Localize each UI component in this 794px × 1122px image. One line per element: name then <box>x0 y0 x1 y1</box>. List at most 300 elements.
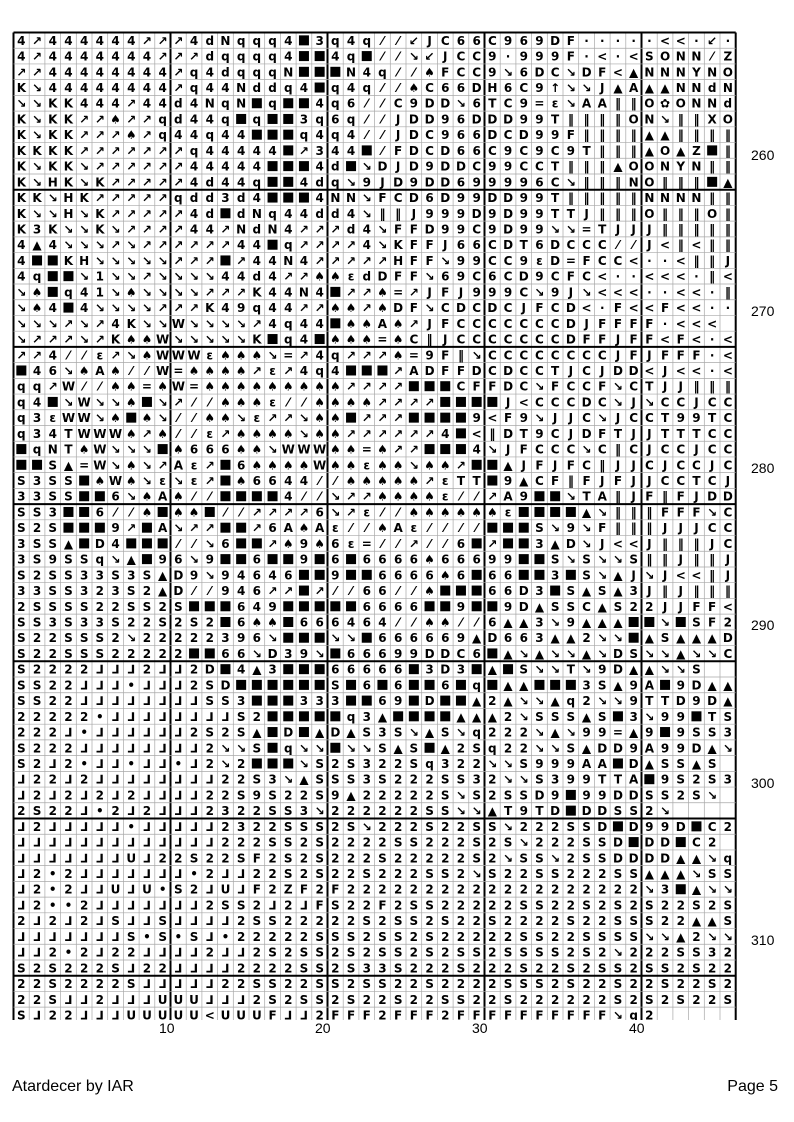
stitch-symbol: ↘ <box>157 253 168 268</box>
stitch-symbol: S <box>613 977 623 992</box>
stitch-symbol: T <box>551 112 560 127</box>
stitch-symbol: 9 <box>535 128 544 143</box>
stitch-symbol: J <box>505 442 511 457</box>
stitch-symbol: ♠ <box>345 395 357 410</box>
stitch-symbol: ↘ <box>503 65 514 80</box>
stitch-symbol: S <box>692 945 701 960</box>
stitch-symbol: 4 <box>315 285 324 300</box>
stitch-symbol: F <box>488 379 497 394</box>
stitch-symbol: 2 <box>284 898 293 913</box>
stitch-symbol: F <box>299 882 309 897</box>
stitch-symbol: ♠ <box>31 301 43 316</box>
stitch-symbol: 2 <box>676 788 685 803</box>
stitch-symbol: ↘ <box>173 285 184 300</box>
stitch-symbol: D <box>503 112 514 127</box>
stitch-symbol: 9 <box>519 206 528 221</box>
stitch-symbol: D <box>612 741 623 756</box>
stitch-symbol: ⅃ <box>221 914 230 929</box>
stitch-symbol: 4 <box>221 175 230 190</box>
stitch-symbol: 6 <box>393 599 403 614</box>
stitch-symbol: 2 <box>519 992 528 1007</box>
stitch-symbol: ↗ <box>16 65 27 80</box>
stitch-symbol: ‖ <box>614 442 621 457</box>
stitch-symbol: ↘ <box>534 411 545 426</box>
stitch-symbol: ♠ <box>141 489 153 504</box>
stitch-symbol: ⅃ <box>80 1008 88 1020</box>
stitch-symbol: 9 <box>331 568 340 583</box>
stitch-symbol: 2 <box>488 788 497 803</box>
stitch-symbol: ♠ <box>424 615 435 630</box>
stitch-symbol: F <box>331 882 340 897</box>
stitch-symbol: 2 <box>362 882 371 897</box>
stitch-symbol: C <box>425 81 434 96</box>
stitch-symbol: 4 <box>64 33 73 48</box>
stitch-symbol: ↗ <box>251 316 262 331</box>
stitch-symbol: D <box>487 301 498 316</box>
stitch-symbol: F <box>425 1008 434 1020</box>
stitch-symbol: W <box>313 442 327 457</box>
stitch-symbol: 4 <box>299 474 309 489</box>
stitch-symbol <box>566 570 576 580</box>
stitch-symbol: ↘ <box>534 694 545 709</box>
stitch-symbol: ↗ <box>32 348 43 363</box>
stitch-symbol: 6 <box>519 631 528 646</box>
stitch-symbol: D <box>503 363 514 378</box>
stitch-symbol: 2 <box>331 756 340 771</box>
stitch-symbol: 2 <box>299 788 309 803</box>
stitch-symbol: ↗ <box>346 253 357 268</box>
stitch-symbol: F <box>315 898 324 913</box>
stitch-symbol: 2 <box>284 788 293 803</box>
stitch-symbol: 2 <box>346 835 356 850</box>
stitch-symbol: J <box>615 332 621 347</box>
stitch-symbol: S <box>519 929 529 944</box>
stitch-symbol: S <box>17 1008 26 1020</box>
stitch-symbol: ↘ <box>204 568 215 583</box>
stitch-symbol: ▲ <box>581 741 592 756</box>
stitch-symbol: ↘ <box>157 411 168 426</box>
stitch-symbol: 4 <box>236 143 246 158</box>
stitch-symbol: ⅃ <box>205 992 214 1007</box>
stitch-symbol: A <box>581 756 592 771</box>
stitch-symbol: 9 <box>331 788 340 803</box>
stitch-symbol: 2 <box>48 772 57 787</box>
stitch-symbol: ↘ <box>455 96 466 111</box>
stitch-symbol: 9 <box>456 206 466 221</box>
stitch-symbol: S <box>48 992 58 1007</box>
stitch-symbol: 2 <box>645 804 654 819</box>
stitch-symbol: ↘ <box>32 112 43 127</box>
stitch-symbol: q <box>268 96 277 111</box>
stitch-symbol: ε <box>96 348 104 363</box>
stitch-symbol: J <box>678 521 683 536</box>
stitch-symbol: F <box>394 222 403 237</box>
stitch-symbol: C <box>535 442 544 457</box>
stitch-symbol: 6 <box>362 599 371 614</box>
stitch-symbol: 2 <box>441 945 450 960</box>
stitch-symbol <box>299 680 309 690</box>
stitch-symbol: 2 <box>64 662 73 677</box>
stitch-symbol: 3 <box>441 756 450 771</box>
stitch-symbol: 4 <box>252 159 262 174</box>
stitch-symbol: D <box>503 191 514 206</box>
stitch-symbol: 2 <box>315 1008 324 1020</box>
stitch-symbol: F <box>378 898 387 913</box>
stitch-symbol: ↗ <box>314 238 325 253</box>
stitch-symbol: 2 <box>393 772 403 787</box>
stitch-symbol: q <box>95 552 105 567</box>
stitch-symbol: = <box>408 348 419 363</box>
stitch-symbol: ‖ <box>599 175 606 190</box>
stitch-symbol: S <box>535 977 544 992</box>
stitch-symbol: ⁄ <box>444 536 447 551</box>
stitch-symbol: 6 <box>362 662 371 677</box>
stitch-symbol: J <box>631 222 636 237</box>
stitch-symbol <box>252 758 262 768</box>
stitch-symbol: ♠ <box>251 348 263 363</box>
stitch-symbol: 6 <box>378 568 387 583</box>
stitch-symbol: ♠ <box>220 348 231 363</box>
stitch-symbol: ⅃ <box>127 662 136 677</box>
stitch-symbol: T <box>551 363 560 378</box>
stitch-symbol: C <box>582 238 591 253</box>
stitch-symbol: ↗ <box>298 269 309 284</box>
stitch-symbol: 9 <box>441 112 450 127</box>
stitch-symbol: ‖ <box>724 285 731 300</box>
stitch-symbol: S <box>535 867 544 882</box>
stitch-symbol: 4 <box>111 81 120 96</box>
stitch-symbol: 2 <box>660 945 670 960</box>
stitch-symbol: S <box>346 772 356 787</box>
stitch-symbol: ↗ <box>377 348 388 363</box>
stitch-symbol <box>330 287 340 297</box>
stitch-symbol: K <box>48 128 58 143</box>
stitch-symbol: ‖ <box>630 191 637 206</box>
stitch-symbol: 6 <box>456 112 466 127</box>
stitch-symbol: ♠ <box>267 458 278 473</box>
stitch-symbol: D <box>581 395 592 410</box>
stitch-symbol: ↗ <box>204 285 215 300</box>
stitch-symbol: A <box>597 489 607 504</box>
stitch-symbol: ↗ <box>346 285 357 300</box>
stitch-symbol: 4 <box>252 238 262 253</box>
stitch-symbol: 9 <box>550 49 560 64</box>
stitch-symbol: ⅃ <box>158 898 167 913</box>
stitch-symbol <box>95 491 105 501</box>
stitch-symbol: 2 <box>64 867 73 882</box>
stitch-symbol: ε <box>49 411 57 426</box>
stitch-symbol: ↘ <box>471 348 482 363</box>
stitch-symbol: ↘ <box>110 442 121 457</box>
stitch-symbol: ▲ <box>676 851 686 866</box>
stitch-symbol: ↗ <box>94 128 105 143</box>
stitch-symbol: F <box>676 348 685 363</box>
stitch-symbol: ↘ <box>32 316 43 331</box>
stitch-symbol: ↙ <box>707 33 718 48</box>
stitch-symbol: q <box>252 301 262 316</box>
stitch-symbol: 6 <box>236 458 246 473</box>
stitch-symbol: ↗ <box>487 536 498 551</box>
stitch-symbol: 2 <box>17 992 26 1007</box>
stitch-symbol <box>409 711 419 721</box>
stitch-symbol: ↗ <box>393 442 404 457</box>
stitch-symbol: S <box>32 694 42 709</box>
stitch-symbol: 2 <box>535 914 544 929</box>
stitch-symbol: ⁄ <box>397 65 400 80</box>
stitch-symbol <box>534 680 544 690</box>
stitch-symbol: < <box>644 363 655 378</box>
stitch-symbol: 2 <box>598 945 607 960</box>
stitch-symbol: S <box>32 505 42 520</box>
stitch-symbol: ‖ <box>662 552 669 567</box>
stitch-symbol: ↗ <box>126 143 137 158</box>
stitch-symbol: q <box>221 49 230 64</box>
stitch-symbol: 2 <box>488 835 497 850</box>
stitch-symbol <box>487 460 497 470</box>
stitch-symbol: 2 <box>346 898 356 913</box>
stitch-symbol: ♠ <box>125 379 137 394</box>
stitch-symbol: T <box>472 474 481 489</box>
stitch-symbol <box>566 507 576 517</box>
stitch-symbol: ↗ <box>393 395 404 410</box>
stitch-symbol: S <box>346 929 356 944</box>
stitch-symbol: C <box>503 96 513 111</box>
stitch-symbol: ♠ <box>141 332 153 347</box>
stitch-symbol <box>205 507 215 517</box>
stitch-symbol: ‖ <box>614 128 621 143</box>
stitch-symbol: 2 <box>205 898 214 913</box>
stitch-symbol: 9 <box>535 222 544 237</box>
stitch-symbol: ⁄ <box>412 65 415 80</box>
stitch-symbol <box>252 491 262 501</box>
stitch-symbol: ↗ <box>424 474 435 489</box>
stitch-symbol: 9 <box>535 269 544 284</box>
stitch-symbol: ⁄ <box>365 112 368 127</box>
stitch-symbol: D <box>550 238 561 253</box>
stitch-symbol: D <box>628 851 639 866</box>
stitch-symbol: q <box>252 175 262 190</box>
stitch-symbol: 2 <box>488 992 497 1007</box>
stitch-symbol: ♠ <box>188 505 200 520</box>
stitch-symbol: ↗ <box>173 65 184 80</box>
stitch-symbol: ↘ <box>550 662 561 677</box>
stitch-symbol: 2 <box>645 599 654 614</box>
stitch-symbol: C <box>676 442 686 457</box>
stitch-symbol: C <box>503 348 513 363</box>
stitch-symbol: ↗ <box>393 363 404 378</box>
stitch-symbol: 4 <box>221 159 230 174</box>
stitch-symbol: ⅃ <box>174 772 183 787</box>
stitch-symbol: K <box>252 285 262 300</box>
stitch-symbol: F <box>582 474 591 489</box>
stitch-symbol: D <box>330 725 341 740</box>
stitch-symbol <box>472 570 482 580</box>
stitch-symbol: F <box>566 49 575 64</box>
stitch-symbol <box>126 413 136 423</box>
stitch-symbol: S <box>252 741 262 756</box>
stitch-symbol: J <box>568 426 574 441</box>
stitch-symbol: 4 <box>189 112 199 127</box>
stitch-symbol: ↗ <box>94 159 105 174</box>
stitch-symbol: ⅃ <box>174 819 183 834</box>
stitch-symbol: ↘ <box>581 442 592 457</box>
stitch-symbol: D <box>691 678 702 693</box>
stitch-symbol: ▲ <box>581 505 592 520</box>
stitch-symbol <box>220 554 230 564</box>
stitch-symbol: ⅃ <box>174 788 183 803</box>
stitch-symbol: S <box>378 945 387 960</box>
stitch-symbol: U <box>236 1008 247 1020</box>
stitch-symbol: 4 <box>299 81 309 96</box>
stitch-symbol: ↗ <box>267 536 278 551</box>
stitch-symbol: S <box>48 458 58 473</box>
stitch-symbol: F <box>645 489 654 504</box>
stitch-symbol <box>79 538 89 548</box>
stitch-symbol: ⁄ <box>381 33 384 48</box>
stitch-symbol: 2 <box>48 646 57 661</box>
stitch-symbol: ↘ <box>189 552 200 567</box>
stitch-symbol <box>220 491 230 501</box>
stitch-symbol: 9 <box>535 33 544 48</box>
stitch-symbol: 4 <box>95 65 105 80</box>
stitch-symbol: ↘ <box>110 552 121 567</box>
stitch-symbol: ‖ <box>662 536 669 551</box>
stitch-symbol: 6 <box>456 81 466 96</box>
stitch-symbol: 2 <box>393 819 403 834</box>
stitch-symbol: S <box>519 977 529 992</box>
stitch-symbol: ↗ <box>487 489 498 504</box>
stitch-symbol: ↗ <box>220 222 231 237</box>
stitch-symbol: ↘ <box>361 819 372 834</box>
stitch-symbol: 9 <box>519 191 528 206</box>
stitch-symbol: 2 <box>331 804 340 819</box>
stitch-symbol: 3 <box>582 678 591 693</box>
stitch-symbol: F <box>409 253 418 268</box>
stitch-symbol: ⁄ <box>365 96 368 111</box>
stitch-symbol: 2 <box>393 804 403 819</box>
stitch-symbol: S <box>503 788 513 803</box>
stitch-symbol: ↗ <box>141 191 152 206</box>
stitch-symbol: F <box>566 1008 575 1020</box>
stitch-symbol: S <box>582 929 591 944</box>
stitch-symbol: S <box>252 977 262 992</box>
stitch-symbol: F <box>676 505 685 520</box>
stitch-symbol: S <box>17 646 26 661</box>
stitch-symbol: S <box>550 945 560 960</box>
stitch-symbol: 6 <box>535 175 544 190</box>
stitch-symbol: < <box>204 1008 215 1020</box>
stitch-symbol: T <box>566 662 575 677</box>
stitch-symbol: W <box>61 411 76 426</box>
stitch-symbol: N <box>691 81 702 96</box>
stitch-symbol: 2 <box>456 741 466 756</box>
stitch-symbol: ↘ <box>534 379 545 394</box>
stitch-symbol: ↘ <box>518 694 529 709</box>
stitch-symbol: ♠ <box>282 458 294 473</box>
stitch-symbol: S <box>519 851 529 866</box>
stitch-symbol: q <box>362 33 372 48</box>
stitch-symbol: D <box>628 788 639 803</box>
stitch-symbol <box>315 633 325 643</box>
stitch-symbol: ⅃ <box>48 929 57 944</box>
stitch-symbol: 4 <box>127 81 136 96</box>
stitch-symbol: 4 <box>95 96 105 111</box>
stitch-symbol: 2 <box>142 662 152 677</box>
stitch-symbol <box>63 523 73 533</box>
stitch-symbol: N <box>675 191 686 206</box>
stitch-symbol: S <box>48 977 58 992</box>
stitch-symbol <box>79 523 89 533</box>
stitch-symbol: 2 <box>331 851 340 866</box>
stitch-symbol: N <box>644 65 655 80</box>
stitch-symbol: ♠ <box>329 269 341 284</box>
stitch-symbol: F <box>456 1008 466 1020</box>
stitch-symbol: ⅃ <box>96 835 104 850</box>
stitch-symbol: D <box>94 536 105 551</box>
stitch-symbol <box>425 413 435 423</box>
stitch-symbol: 4 <box>79 81 89 96</box>
stitch-symbol: ♠ <box>94 474 106 489</box>
stitch-symbol: C <box>472 316 482 331</box>
stitch-symbol: 9 <box>535 49 544 64</box>
stitch-symbol: S <box>707 772 717 787</box>
stitch-symbol: ⅃ <box>96 772 104 787</box>
stitch-symbol <box>362 145 372 155</box>
stitch-symbol: d <box>252 222 262 237</box>
stitch-symbol: 4 <box>111 65 120 80</box>
stitch-symbol: < <box>612 285 623 300</box>
stitch-symbol <box>519 554 529 564</box>
stitch-symbol: J <box>615 458 621 473</box>
stitch-symbol: J <box>662 363 668 378</box>
stitch-symbol: 9 <box>393 646 403 661</box>
stitch-symbol: 6 <box>299 615 309 630</box>
stitch-symbol: F <box>551 1008 560 1020</box>
stitch-symbol <box>487 680 497 690</box>
stitch-symbol: 6 <box>362 678 371 693</box>
stitch-symbol: ‖ <box>724 143 731 158</box>
stitch-symbol: S <box>17 694 26 709</box>
stitch-symbol: ↘ <box>722 929 733 944</box>
stitch-symbol: C <box>660 474 670 489</box>
stitch-symbol: F <box>613 316 623 331</box>
stitch-symbol: ⅃ <box>284 1008 293 1020</box>
stitch-symbol: F <box>629 316 638 331</box>
stitch-symbol: ⅃ <box>174 725 183 740</box>
stitch-symbol <box>691 711 701 721</box>
stitch-symbol: • <box>64 945 73 960</box>
stitch-symbol: C <box>487 348 497 363</box>
stitch-symbol: 9 <box>660 741 670 756</box>
stitch-symbol: Y <box>676 159 686 174</box>
stitch-symbol: 9 <box>252 788 262 803</box>
stitch-symbol: S <box>315 977 324 992</box>
stitch-symbol: ♠ <box>408 81 420 96</box>
stitch-symbol: S <box>268 835 277 850</box>
stitch-symbol: 2 <box>362 835 371 850</box>
stitch-symbol: ↗ <box>141 128 152 143</box>
stitch-symbol: ↘ <box>79 159 90 174</box>
stitch-symbol: ↘ <box>691 646 702 661</box>
stitch-symbol: 6 <box>409 552 419 567</box>
stitch-symbol: D <box>408 112 419 127</box>
stitch-symbol: ⅃ <box>158 678 167 693</box>
stitch-symbol: ♠ <box>345 442 357 457</box>
stitch-symbol: ↘ <box>110 253 121 268</box>
stitch-symbol: ⅃ <box>221 945 230 960</box>
stitch-symbol <box>252 696 262 706</box>
stitch-symbol: ‖ <box>630 128 637 143</box>
